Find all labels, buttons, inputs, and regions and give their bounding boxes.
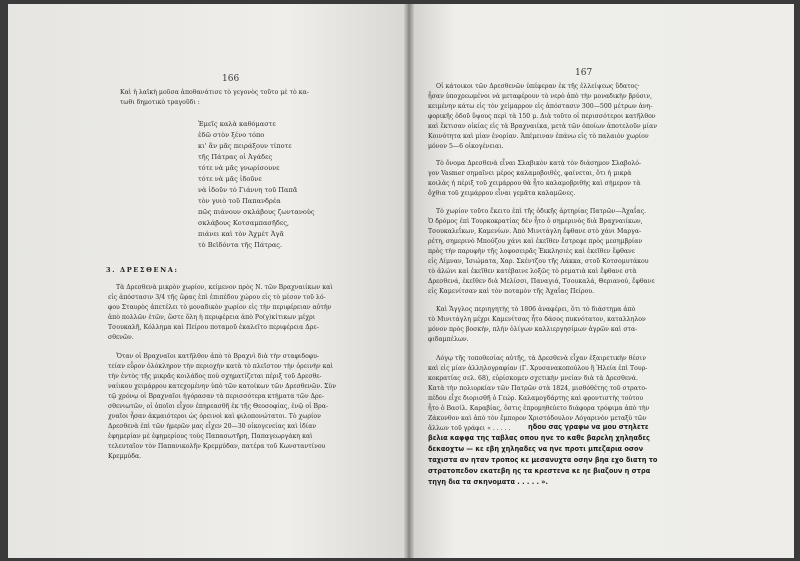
text-line: Κοινότητα καὶ μίαν ἐνορίαν. Ἀπέμειναν ἐπάνω εἰς τὸ παλαιὸν χωρίον <box>428 133 649 140</box>
text-line: ἦτο ὁ Βασίλ. Καραβίας, ὅστις ἐπρομηθεύετο διάφορα τρόφιμα ἀπὸ τὴν <box>428 405 650 412</box>
letter-line: ταχιστα αν ηταν τροπος κε μεσανυχτα οσην βηα εχο διατη το <box>428 456 658 464</box>
text-line: εἰς Λίμναν, Ἰσιώματα, Χαρ. Σκέντζου τῆς Λάκκα, στοῦ Κοτσομυτάκου <box>428 258 649 265</box>
left-page <box>8 4 408 558</box>
letter-line: στρατοπεδον εκατεβη ης τα κρεστενα κε ηε βιαζουν η στρα <box>428 467 651 475</box>
poem-line: ἐδῶ στὸν ξένο τόπο <box>198 131 265 139</box>
poem-line: τότε νὰ μᾶς ἰδοῦνε <box>198 175 262 183</box>
text-line: τελευταῖον τὸν Παπανικολῆν Κρεμμύδαν, πατέρα τοῦ Κωνσταντίνου <box>108 443 326 450</box>
right-page <box>408 4 794 558</box>
text-line: Τὸ ὄνομα Δρεσθενὰ εἶναι Σλαβικὸν κατὰ τὸν διάσημον Σλαβολό- <box>436 160 642 167</box>
poem-line: πῶς πιάνουν σκλάβους ζωντανοὺς <box>198 208 315 216</box>
poem-line: τὸ Βεϊδόντα τῆς Πάτρας. <box>198 241 283 249</box>
text-line: μόνον 5—6 οἰκογένειαι. <box>428 143 504 150</box>
text-line: Δρεσθενά, ἐκεῖθεν διὰ Μελίσσι, Παναγιά, Τσουκαλά, Θεριανού, ἔφθανε <box>428 278 655 285</box>
text-line: τὸ ἀλώνι καὶ ἐκεῖθεν κατέβαινε λοξῶς τὸ ρεματιὰ καὶ ἔφθανε στὰ <box>428 268 637 275</box>
text-line: τὸ Μινιτάγλη μέχρι Καμενίτσας ἦτο δάσος πυκνότατον, καταλληλον <box>428 316 646 323</box>
poem-line: τῆς Πάτρας οἱ Ἀγάδες <box>198 153 273 161</box>
intro-line: Καὶ ἡ λαϊκὴ μοῦσα ἀποθανάτισε τὸ γεγονὸς τοῦτο μὲ τὸ κα- <box>120 89 309 96</box>
page-number-left: 166 <box>222 74 240 84</box>
text-line: εἰς ἀπόστασιν 3/4 τῆς ὥρας ἐπὶ ἐπιπέδου χώρου εἰς τὸ μέσον τοῦ λό- <box>108 294 326 301</box>
book-gutter <box>404 4 414 558</box>
text-line: τὴν ἐντὸς τῆς μικρᾶς κοιλάδος ποὺ σχηματίζεται πέριξ τοῦ Δρεσθε- <box>108 373 322 380</box>
text-line: Κατὰ τὴν πολιορκίαν τῶν Πατρῶν στὰ 1824, μισθόθέτης τοῦ στρατο- <box>428 385 648 392</box>
text-line: κειμένην κάτω εἰς τὸν χείμαρρον εἰς ἀπόστασιν 300—500 μέτρων ἀνη- <box>428 103 653 110</box>
intro-line: τωθι δημοτικὸ τραγοῦδι : <box>120 99 200 106</box>
letter-line: βελια καφφα της ταβλας οπου ηνε το καθε βαρελη χηληαδες <box>428 434 650 442</box>
text-line: πέδου εἶχε διορισθῆ ὁ Γεώρ. Καλαμογδάρτης καὶ φροντιστὴς τούτου <box>428 395 644 402</box>
text-line: Ὅταν οἱ Βραχναῖοι κατῆλθον ἀπὸ τὸ Βραχνὶ διὰ τὴν σταφιδοφυ- <box>116 353 319 360</box>
text-line: γον Vasmer σημαῖνει μέρος καλαμοβοιθές, φαίνεται, ὅτι ἡ μικρὰ <box>428 170 632 177</box>
text-line: καὶ ἔκτισαν οἰκίας εἰς τὰ Βραχναιίκα, μετὰ τῶν ὁποίων ἀποτελοῦν μίαν <box>428 123 658 130</box>
text-line: εἰς Καμενίτσαν καὶ τὸν ποταμὸν τῆς Ἀχαΐας Πείρου. <box>428 288 595 295</box>
text-line: ἐφημερίαν μὲ ἐφημερίους τοὺς Παπασωτῆρη, Παπαγεωργάκη καὶ <box>108 433 313 440</box>
text-line: μόνον πρὸς βοσκήν, πλὴν ὀλίγων καλλιεργησίμων ἀγρῶν καὶ στα- <box>428 326 638 333</box>
text-line: πρὸς τὴν παρυφὴν τῆς λοφοσειρᾶς Ἐκκλησιὲς καὶ ἐκεῖθεν ἔφθανε <box>428 248 635 255</box>
text-line: ναίικου χειμάρρου κατεχομένην ὑπὸ τῶν κατοίκων τῶν Δρεσθενῶν. Σὺν <box>108 383 337 390</box>
text-line: τῷ χρόνῳ οἱ Βραχναῖοι ἠγόρασαν τὰ περισσότερα κτήματα τῶν Δρε- <box>108 393 324 400</box>
text-line: Κρεμμύδα. <box>108 453 142 460</box>
poem-line: σκλάβους Κοτσαμπασῆδες, <box>198 219 290 227</box>
text-line: κοιλὰς ἡ πέριξ τοῦ χειμάρρου θὰ ἦτο καλαμοβριθὴς καὶ σήμερον τὰ <box>428 180 641 187</box>
text-line: Οἱ κάτοικοι τῶν Δρεσθενῶν ὑπέφεραν ἐκ τῆς ἐλλείψεως ὕδατος· <box>436 83 640 90</box>
poem-line: τότε νὰ μᾶς γνωρίσουνε <box>198 164 280 172</box>
text-line: ὄχθια τοῦ χειμάρρου εἶναι γεμᾶτα καλαμῶνες. <box>428 190 576 197</box>
letter-line: ηδου σας γραφω να μου στηλετε <box>528 423 649 431</box>
text-line: Ζάκυνθον καὶ ἀπὸ τὸν ἔμπορον Χριστόδουλον Λόγαρινὸν μεταξὺ τῶν <box>428 415 647 422</box>
poem-line: Ἐμεῖς καλὰ καθόμαστε <box>198 120 276 128</box>
text-line: Τὰ Δρεσθενὰ μικρὸν χωρίον, κείμενον πρὸς Ν. τῶν Βραχναιίκων καὶ <box>116 284 333 291</box>
text-line: σθενῶν. <box>108 334 134 341</box>
section-heading: 3. ΔΡΕΣΘΕΝΑ: <box>106 266 179 274</box>
text-line: Λόγῳ τῆς τοποθεσίας αὐτῆς, τὰ Δρεσθενὰ εἶχαν ἐξαιρετικὴν θέσιν <box>436 355 646 362</box>
text-line: Ὁ δρόμος ἐπὶ Τουρκοκρατίας δὲν ἦτο ὁ σημερινὸς διὰ Βραχναιίκων, <box>428 218 643 225</box>
letter-line: τηγη δια τα σκηνοματα . . . . . ». <box>428 478 549 486</box>
text-line: χναῖοι ἦσαν ἀκμαιότεροι ὡς ὀρεινοὶ καὶ φιλοπονώτατοι. Τὸ χωρίον <box>108 413 321 420</box>
poem-line: νὰ ἰδοῦν τὸ Γιάννη τοῦ Παπᾶ <box>198 186 298 194</box>
poem-line: πιάνει καὶ τὸν Ἀχμὲτ Ἀγᾶ <box>198 230 284 238</box>
text-line: Τσουκαλῆ, Κόλλημα καὶ Πείρου ποταμοῦ ἐκαλεῖτο περιφέρεια Δρε- <box>108 324 319 331</box>
text-line: ρέτη, σημερινὸ Μπούζου χάνι καὶ ἐκεῖθεν ἔστρεφε πρὸς μεσημβρίαν <box>428 238 643 245</box>
poem-line: κι' ἂν μᾶς πειράξουν τίποτε <box>198 142 292 150</box>
text-line: καὶ εἰς μίαν ἀλληλογραφίαν (Γ. Χρυσανακοπούλου ἢ Ἠλεία ἐπὶ Τουρ- <box>428 365 648 372</box>
text-line: Δρεσθενὰ ἐπὶ τῶν ἡμερῶν μας εἶχεν 20—30 οἰκογενείας καὶ ἰδίαν <box>108 423 317 430</box>
text-line: ἀπὸ πολλῶν ἐτῶν, ὥστε ὅλη ἡ περιφέρεια ἀπὸ Ρο(γ)κίτικων μέχρι <box>108 314 316 321</box>
text-line: Καὶ Ἄγγλος περιηγητὴς τὸ 1806 ἀναφέρει, ὅτι τὸ διάστημα ἀπὸ <box>436 306 636 313</box>
letter-line: δεκαοχτω — κε εβη χηληαδες να ηνε προτι μπεζαρια οσον <box>428 445 644 453</box>
text-line: φου Σταυρὸς ἀπετέλει τὸ μοναδικὸν χωρίον εἰς τὴν περιφέρειαν αὐτὴν <box>108 304 332 311</box>
text-line: ἦσαν ὑποχρεωμένοι νὰ μεταφέρουν τὸ νερὸ ἀπὸ τὴν μοναδικὴν βρύσιν, <box>428 93 652 100</box>
text-line: Τσουκαλεΐκων, Καμενίων. Ἀπὸ Μινιτάγλη ἔφθανε στὸ χάνι Μαργα- <box>428 228 642 235</box>
text-line: σθενιωτῶν, οἱ ὁποῖοι εἶχον ἐπηρεασθῆ ἐκ τῆς Θεοσοφίας, ἐνῷ οἱ Βρα- <box>108 403 328 410</box>
page-number-right: 167 <box>575 68 593 78</box>
poem-line: τὸν γυιὸ τοῦ Παπανδρέα <box>198 197 281 205</box>
book-spread <box>8 4 794 558</box>
text-line: ἄλλων τοῦ γράφει « . . . . . <box>428 425 511 432</box>
text-line: κοκρατίας σελ. 68), εὑρίσκομεν σχετικὴν μνείαν διὰ τὰ Δρεσθενά. <box>428 375 638 382</box>
text-line: φιδαμπέλων. <box>428 336 469 343</box>
text-line: φορικῆς ὁδοῦ ὕψους περὶ τὰ 150 μ. Διὰ τοῦτο οἱ περισσότεροι κατῆλθον <box>428 113 656 120</box>
text-line: Τὸ χωρίον τοῦτο ἔκειτο ἐπὶ τῆς ὁδικῆς ἀρτηρίας Πατρῶν—Ἀχαΐας. <box>436 208 646 215</box>
text-line: τείαν εὗρον ὀλόκληρον τὴν περιοχὴν κατὰ τὸ πλεῖστον τὴν ὀρεινὴν καὶ <box>108 363 334 370</box>
